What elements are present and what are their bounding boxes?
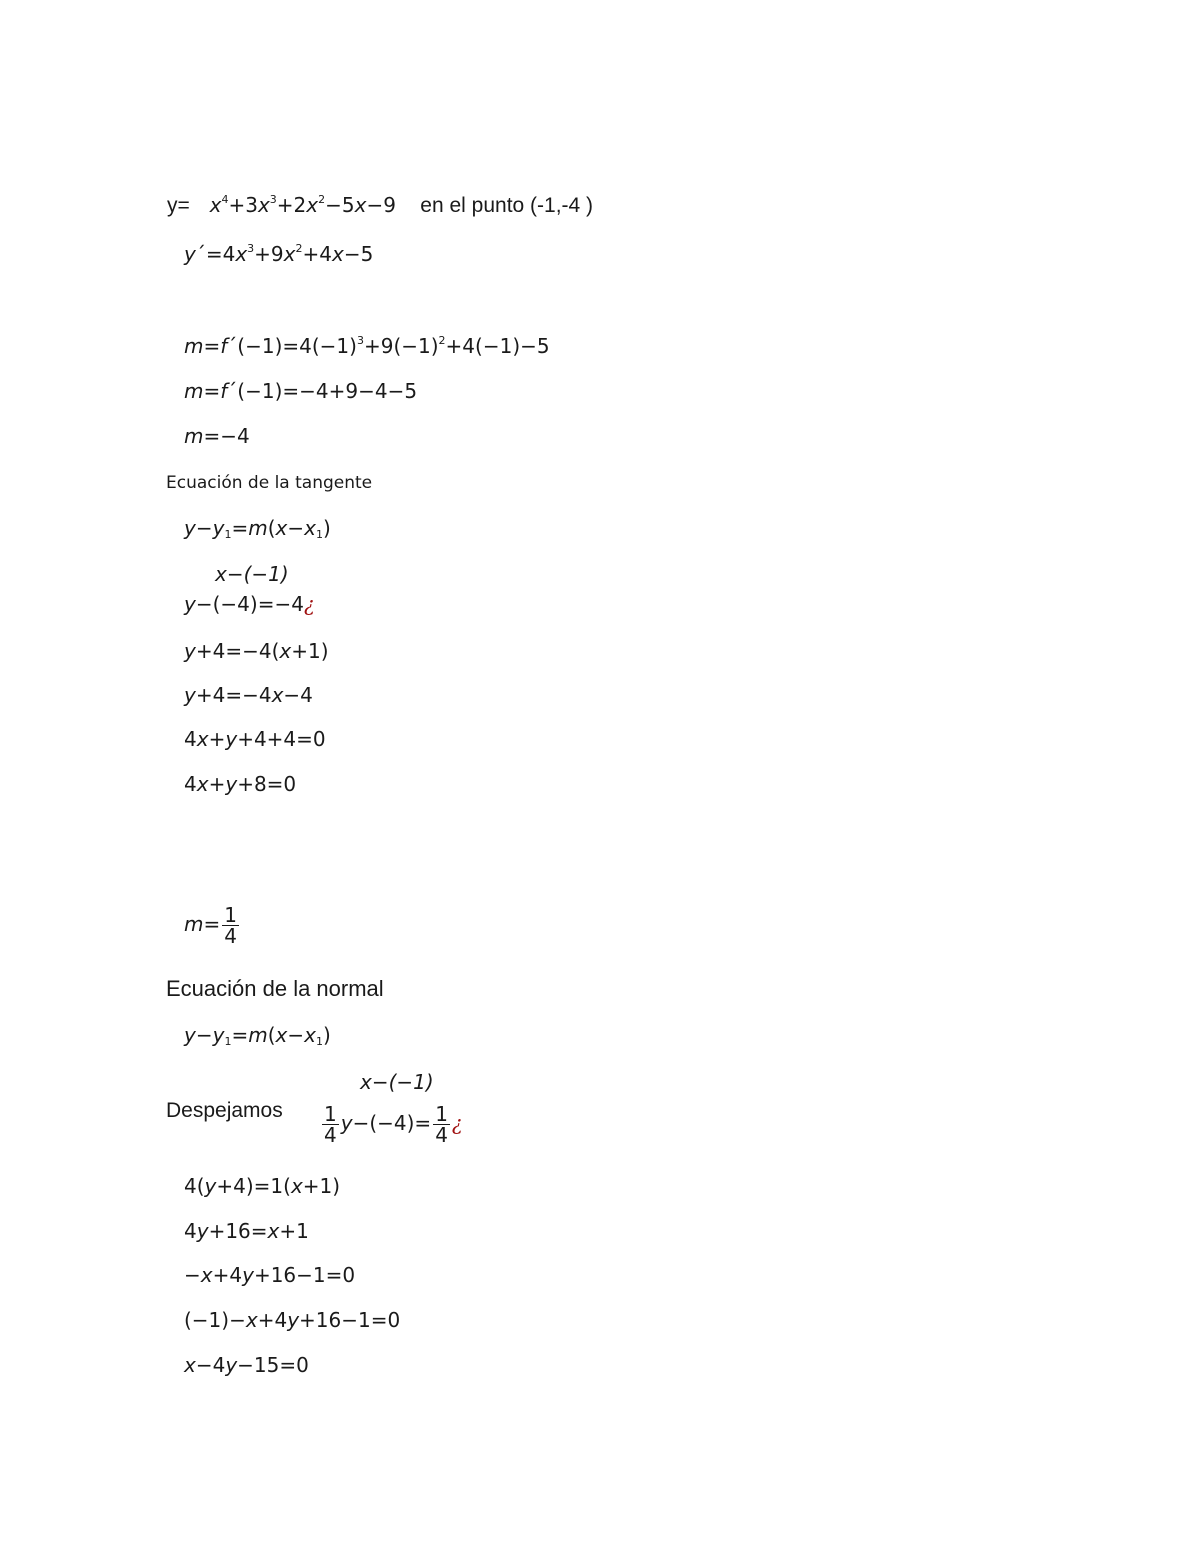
red-glyph-tangent: ¿ bbox=[303, 592, 315, 616]
fraction-right: $\frac{1}{4}$ bbox=[435, 1102, 448, 1147]
tangent-step-3: 4x+y+4+4=0 bbox=[184, 727, 326, 751]
function-line bbox=[167, 192, 593, 219]
nested-x-tangent: x−(−1) bbox=[215, 562, 289, 586]
fraction-one-quarter: $\frac{1}{4}$ bbox=[224, 903, 237, 948]
slope-step-2: m=f´(−1)=−4+9−4−5 bbox=[184, 379, 418, 403]
slope-result: m=−4 bbox=[184, 424, 250, 448]
tangent-step-2: y+4=−4x−4 bbox=[184, 683, 313, 707]
red-glyph-normal: ¿ bbox=[451, 1111, 463, 1135]
normal-step-1: 4(y+4)=1(x+1) bbox=[184, 1174, 341, 1198]
tangent-result: 4x+y+8=0 bbox=[184, 772, 297, 796]
tangent-step-1: y+4=−4(x+1) bbox=[184, 639, 329, 663]
normal-result: x−4y−15=0 bbox=[184, 1353, 309, 1377]
tangent-heading: Ecuación de la tangente bbox=[166, 473, 373, 493]
point-slope-formula-tangent: $y-y_1=m(x-x_1)$ bbox=[184, 516, 331, 541]
normal-heading: Ecuación de la normal bbox=[166, 976, 384, 1001]
function-label: y= bbox=[167, 194, 190, 217]
slope-step-1: $m=f´(-1)=4(-1)^3+9(-1)^2+4(-1)-5$ bbox=[184, 334, 550, 358]
point-text: en el punto (-1,-4 ) bbox=[420, 194, 594, 217]
normal-step-4: (−1)−x+4y+16−1=0 bbox=[184, 1308, 401, 1332]
normal-step-2: 4y+16=x+1 bbox=[184, 1219, 309, 1243]
normal-slope: m= $\frac{1}{4}$ bbox=[184, 903, 237, 948]
nested-x-normal: x−(−1) bbox=[360, 1070, 434, 1094]
function-expression: $x^4+3x^3+2x^2-5x-9$ bbox=[209, 193, 403, 217]
normal-substitution: $\frac{1}{4}$ y−(−4)= $\frac{1}{4}$ ¿ bbox=[324, 1102, 463, 1147]
fraction-left: $\frac{1}{4}$ bbox=[324, 1102, 337, 1147]
derivative-line: $y´=4x^3+9x^2+4x-5$ bbox=[184, 242, 374, 266]
point-slope-formula-normal: $y-y_1=m(x-x_1)$ bbox=[184, 1023, 331, 1048]
normal-step-3: −x+4y+16−1=0 bbox=[184, 1263, 356, 1287]
tangent-substitution: y−(−4)=−4¿ bbox=[184, 592, 315, 616]
despejamos-label: Despejamos bbox=[166, 1099, 283, 1122]
